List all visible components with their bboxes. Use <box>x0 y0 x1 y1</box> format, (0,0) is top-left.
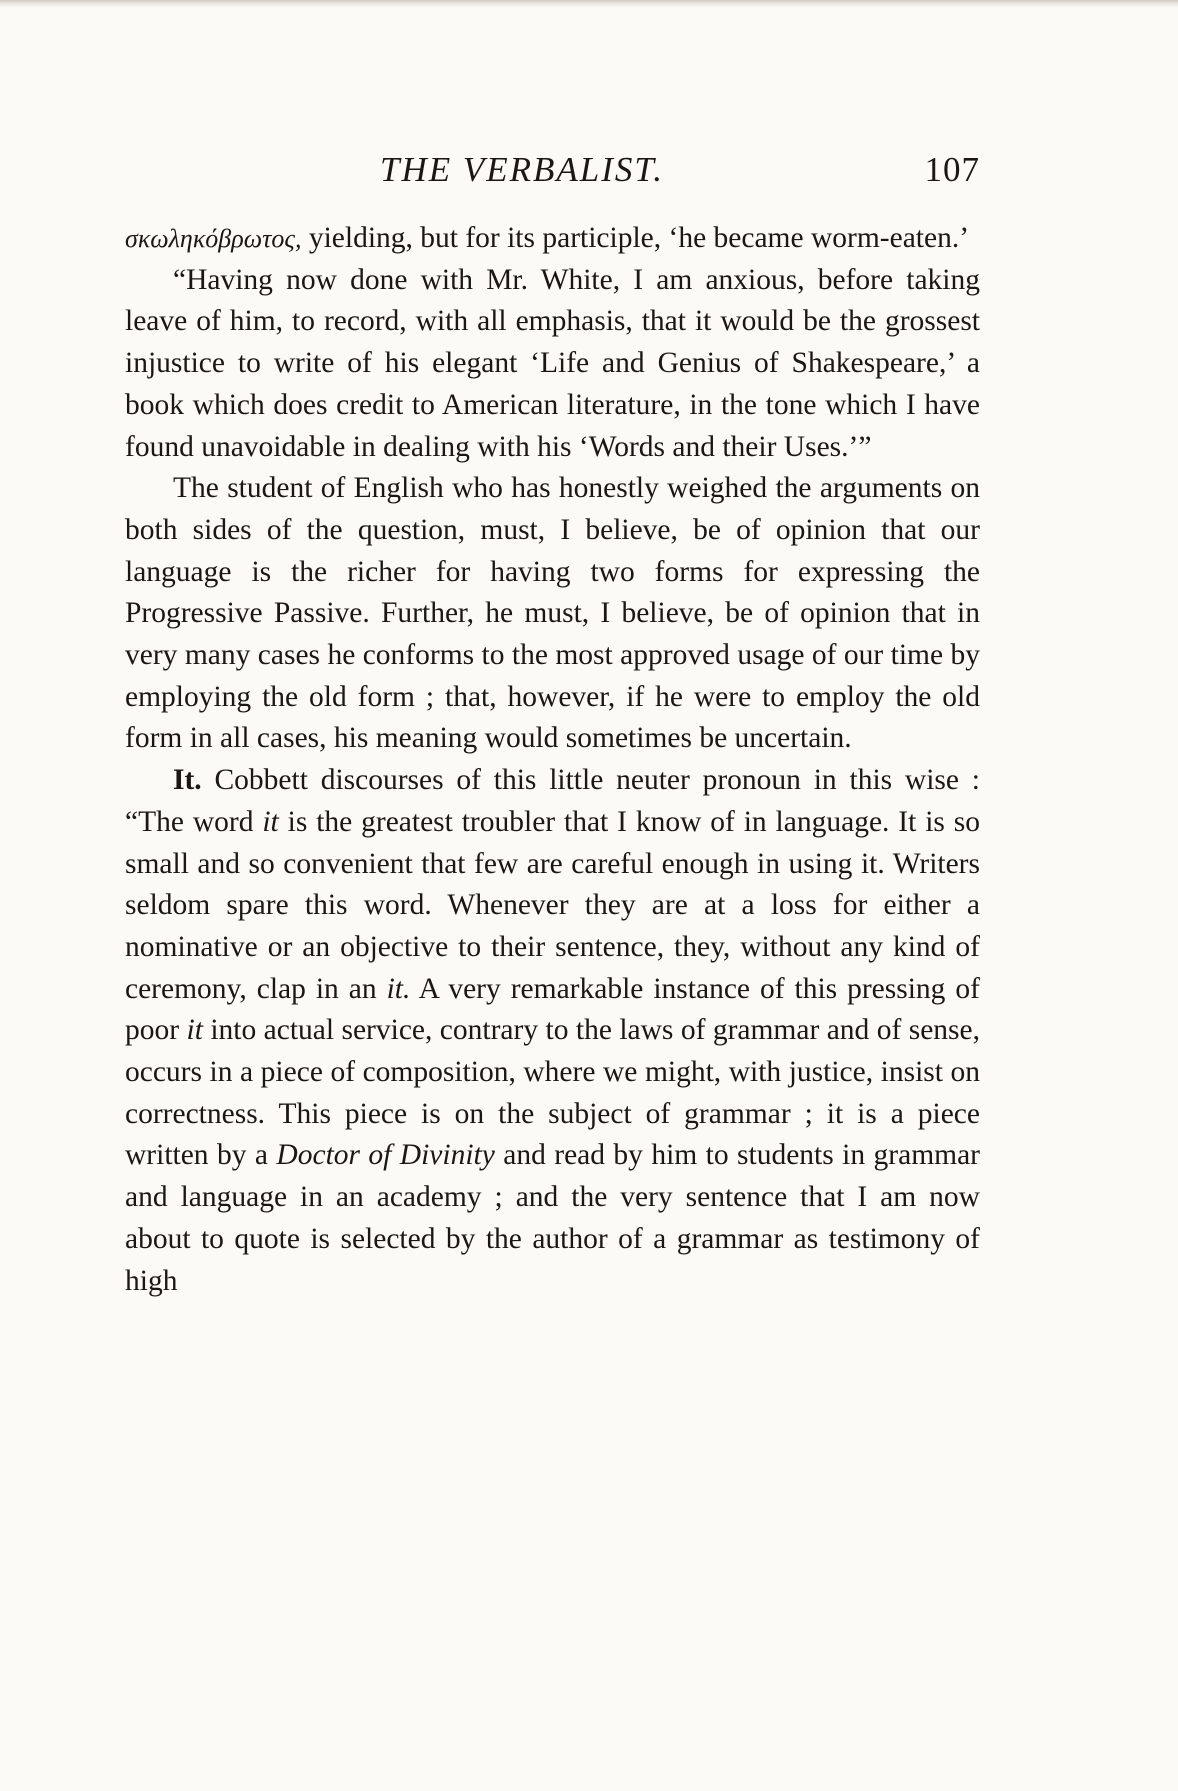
book-page <box>125 150 980 1302</box>
body-text <box>125 218 980 1302</box>
paragraph-4-text-3: A very remarkable instance of this pressing of poor <box>125 972 980 1047</box>
italic-it-1: it <box>262 805 279 838</box>
paragraph-4-text-2: is the greatest troubler that I know of in language. It is so small and so convenient that few are careful enough in using it. Writers seldom spare this word. Whenever they are at a loss for either a nominative or an objective to their sentence, they, without any kind of ceremony, clap in an <box>125 805 980 1005</box>
paragraph-1-text: yielding, but for its participle, ‘he became worm-eaten.’ <box>301 222 970 254</box>
greek-word: σκωληκόβρωτος, <box>125 224 302 253</box>
italic-it-2: it. <box>386 972 411 1005</box>
scan-edge <box>0 0 1178 8</box>
paragraph-2: “Having now done with Mr. White, I am anxious, before taking leave of him, to record, with all emphasis, that it would be the grossest injustice to write of his elegant ‘Life and Genius of Shakespeare,’ a book which does credit to American literature, in the tone which I have found unavoidable in dealing with his ‘Words and their Uses.’” <box>125 263 980 463</box>
paragraph-4 <box>125 760 980 1302</box>
page-header <box>125 150 980 200</box>
page-number: 107 <box>924 150 980 189</box>
italic-doctor-of-divinity: Doctor of Divinity <box>276 1139 495 1172</box>
paragraph-4-text-4: into actual service, contrary to the laws of grammar and of sense, occurs in a piece of composition, where we might, with justice, insist on correctness. This piece is on the subject of grammar ; it is a piece written by a <box>125 1014 980 1172</box>
paragraph-4-text-5: and read by him to students in grammar and language in an academy ; and the very sentence that I am now about to quote is selected by the author of a grammar as testimony of high <box>125 1139 980 1297</box>
italic-it-3: it <box>186 1014 203 1047</box>
paragraph-1 <box>125 218 980 260</box>
running-title: THE VERBALIST. <box>380 150 665 189</box>
paragraph-3: The student of English who has honestly weighed the arguments on both sides of the question, must, I believe, be of opinion that our language is the richer for having two forms for expressing the Progressive Passive. Further, he must, I believe, be of opinion that in very many cases he conforms to the most approved usage of our time by employing the old form ; that, however, if he were to employ the old form in all cases, his meaning would sometimes be uncertain. <box>125 472 980 755</box>
paragraph-4-text-1: Cobbett discourses of this little neuter pronoun in this wise : “The word <box>125 764 980 838</box>
run-in-heading: It. <box>173 764 202 797</box>
